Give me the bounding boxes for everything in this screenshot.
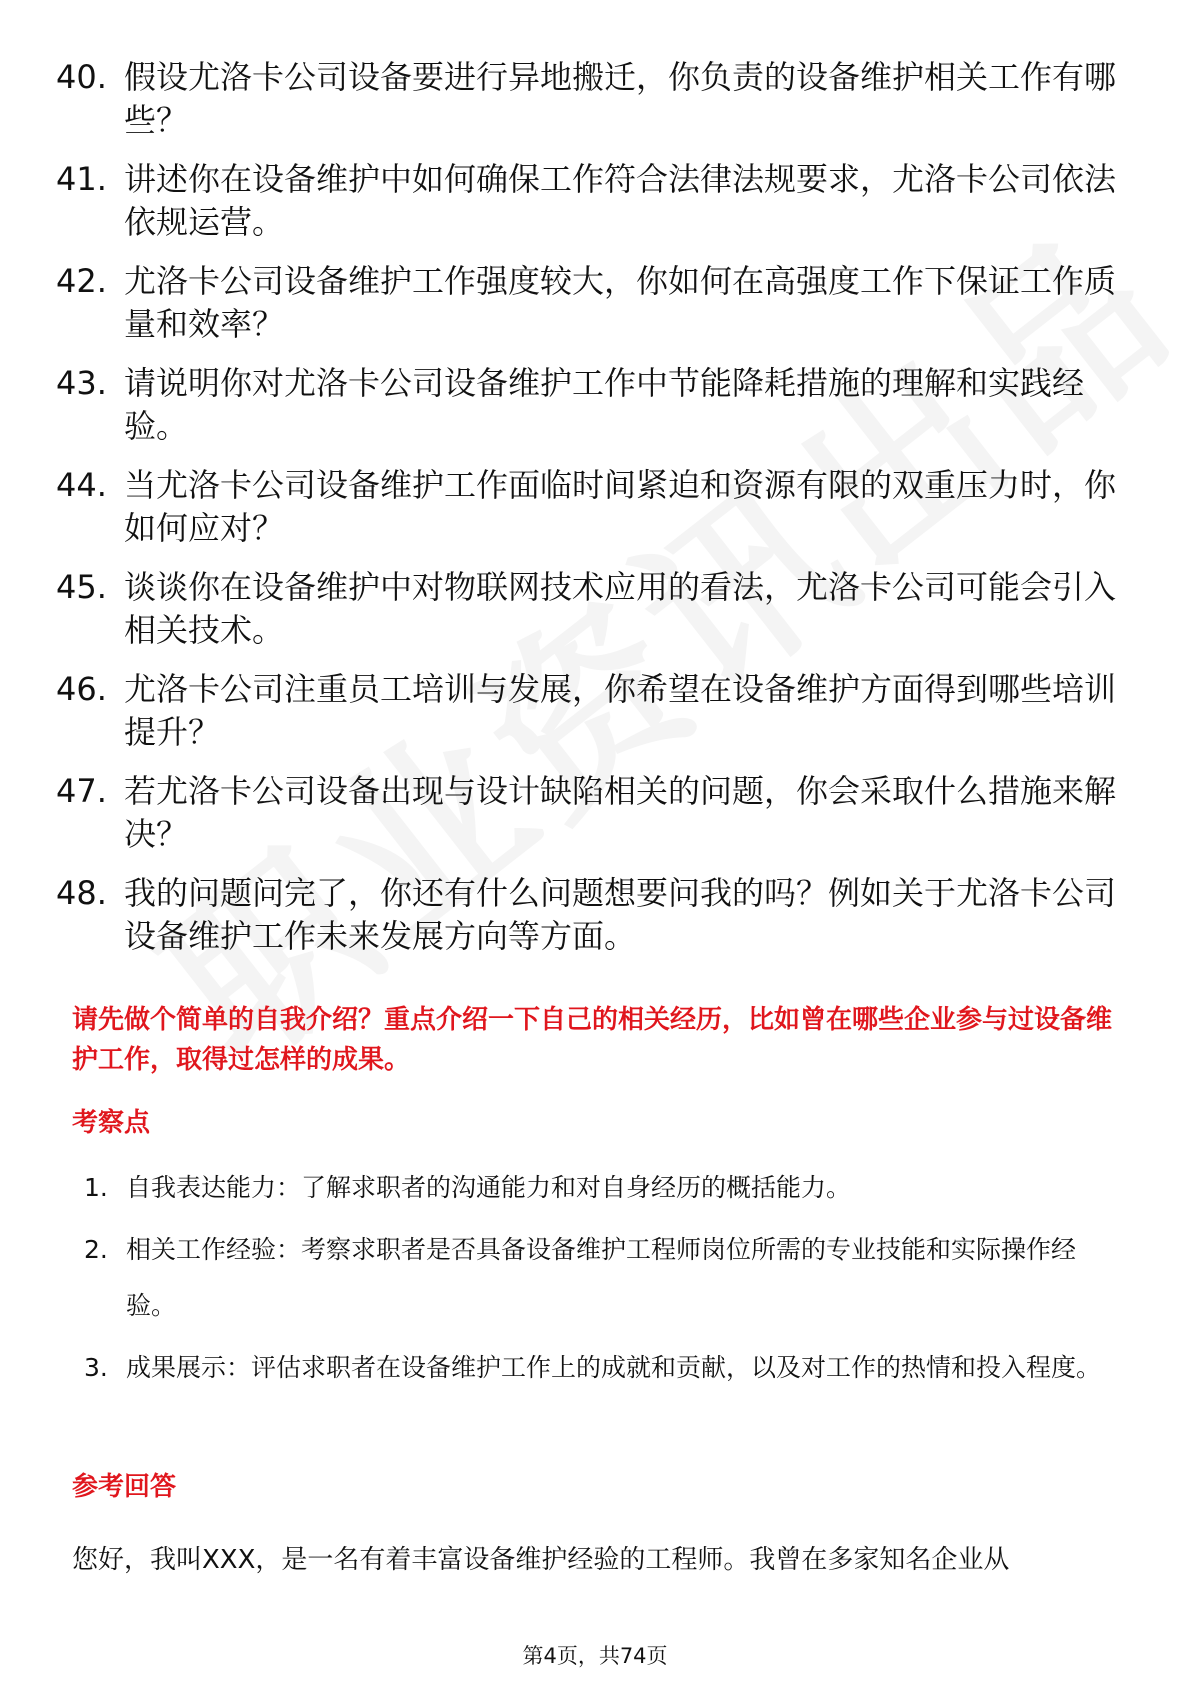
reference-answer-text: 您好，我叫XXX，是一名有着丰富设备维护经验的工程师。我曾在多家知名企业从 [72, 1545, 1010, 1575]
question-text: 尤洛卡公司注重员工培训与发展，你希望在设备维护方面得到哪些培训提升？ [124, 670, 1117, 751]
question-item [56, 668, 1116, 754]
question-text: 若尤洛卡公司设备出现与设计缺陷相关的问题，你会采取什么措施来解决？ [124, 772, 1117, 853]
question-text: 谈谈你在设备维护中对物联网技术应用的看法，尤洛卡公司可能会引入相关技术。 [124, 568, 1117, 649]
question-item [56, 566, 1116, 652]
question-item [56, 464, 1116, 550]
question-item [56, 872, 1116, 958]
assessment-item [84, 1340, 1124, 1396]
question-number: 47. [56, 772, 107, 810]
question-number: 42. [56, 262, 107, 300]
question-number: 46. [56, 670, 107, 708]
question-text: 请说明你对尤洛卡公司设备维护工作中节能降耗措施的理解和实践经验。 [124, 364, 1085, 445]
page-number: 第4页，共74页 [522, 1644, 668, 1668]
question-text: 假设尤洛卡公司设备要进行异地搬迁，你负责的设备维护相关工作有哪些？ [124, 58, 1117, 139]
question-number: 45. [56, 568, 107, 606]
assessment-heading: 考察点 [72, 1108, 151, 1138]
question-item [56, 260, 1116, 346]
assessment-number: 1. [84, 1173, 108, 1202]
assessment-item [84, 1160, 1124, 1216]
assessment-number: 3. [84, 1353, 108, 1382]
question-number: 44. [56, 466, 107, 504]
assessment-text: 相关工作经验：考察求职者是否具备设备维护工程师岗位所需的专业技能和实际操作经验。 [126, 1235, 1077, 1320]
question-list [56, 56, 1116, 974]
question-number: 48. [56, 874, 107, 912]
question-item [56, 56, 1116, 142]
question-item [56, 770, 1116, 856]
question-text: 尤洛卡公司设备维护工作强度较大，你如何在高强度工作下保证工作质量和效率？ [124, 262, 1117, 343]
assessment-list [84, 1160, 1124, 1402]
assessment-number: 2. [84, 1235, 108, 1264]
assessment-text: 成果展示：评估求职者在设备维护工作上的成就和贡献，以及对工作的热情和投入程度。 [126, 1353, 1102, 1382]
intro-question: 请先做个简单的自我介绍？重点介绍一下自己的相关经历，比如曾在哪些企业参与过设备维护工作，取得过怎样的成果。 [72, 1005, 1113, 1075]
question-text: 当尤洛卡公司设备维护工作面临时间紧迫和资源有限的双重压力时，你如何应对？ [124, 466, 1117, 547]
assessment-text: 自我表达能力：了解求职者的沟通能力和对自身经历的概括能力。 [126, 1173, 852, 1202]
assessment-item [84, 1222, 1124, 1334]
question-item [56, 362, 1116, 448]
question-text: 我的问题问完了，你还有什么问题想要问我的吗？例如关于尤洛卡公司设备维护工作未来发展方向等方面。 [124, 874, 1117, 955]
question-number: 40. [56, 58, 107, 96]
question-number: 41. [56, 160, 107, 198]
reference-answer-heading: 参考回答 [72, 1472, 177, 1502]
question-item [56, 158, 1116, 244]
question-number: 43. [56, 364, 107, 402]
question-text: 讲述你在设备维护中如何确保工作符合法律法规要求，尤洛卡公司依法依规运营。 [124, 160, 1117, 241]
